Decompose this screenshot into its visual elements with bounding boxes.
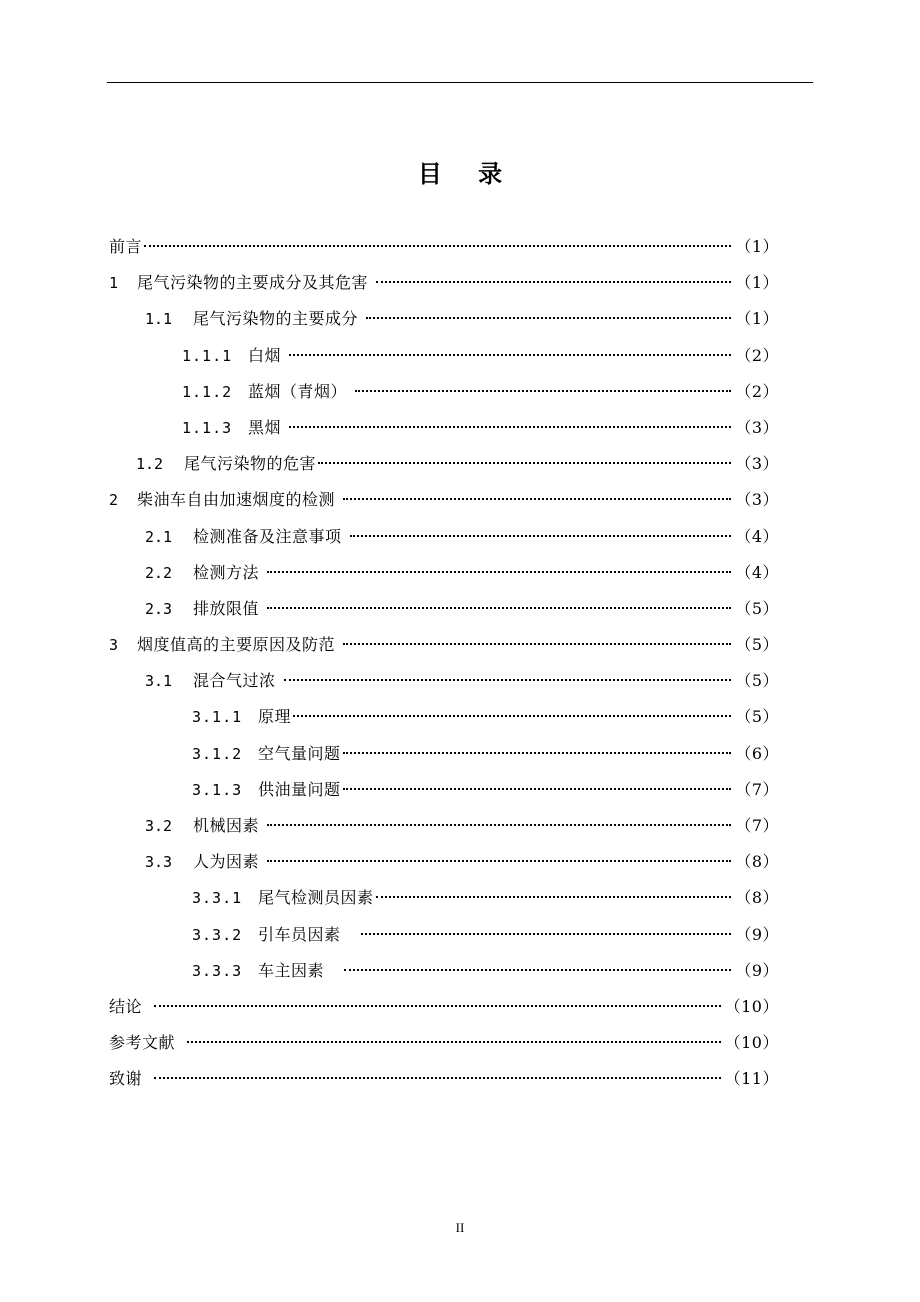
toc-entry-label: 引车员因素 [258,924,341,944]
toc-entry[interactable] [109,235,779,271]
dot-leader [343,643,731,645]
toc-entry[interactable] [109,525,779,561]
toc-entry-label: 原理 [258,707,292,727]
toc-entry-page: （5） [735,707,779,727]
toc-entry-label: 黑烟 [248,417,282,437]
toc-entry-page: （1） [735,273,779,293]
toc-entry[interactable] [109,561,779,597]
toc-entry-number: 3.1.2 [192,744,243,763]
page-title: 目 录 [417,160,517,188]
toc-entry-label: 尾气污染物的主要成分及其危害 [137,273,369,293]
toc-entry-page: （5） [735,598,779,618]
toc-entry-number: 1.1.3 [182,418,233,437]
toc-entry-label: 机械因素 [193,816,260,835]
dot-leader [355,390,731,392]
dot-leader [267,860,731,862]
toc-entry-page: （8） [735,852,779,872]
toc-entry[interactable] [109,995,779,1031]
toc-entry-page: （1） [735,309,779,329]
toc-entry[interactable] [109,344,779,380]
toc-entry-label: 致谢 [109,1069,143,1089]
toc-entry-number: 1.1 [145,310,173,329]
toc-entry-number: 1 [109,274,119,293]
toc-entry[interactable] [109,923,779,959]
dot-leader [361,933,732,935]
dot-leader [293,715,731,717]
toc-entry-number: 1.2 [136,455,164,474]
toc-entry-number: 3.1.1 [192,708,243,727]
toc-entry-label: 排放限值 [193,598,260,618]
dot-leader [267,824,731,826]
toc-entry-number: 2.2 [145,563,173,582]
toc-entry-page: （7） [735,816,779,835]
toc-entry-label: 参考文献 [109,1033,176,1053]
toc-entry-label: 柴油车自由加速烟度的检测 [137,490,336,510]
toc-entry-page: （6） [735,743,779,763]
toc-entry-number: 3.1 [145,672,173,691]
toc-entry[interactable] [109,307,779,343]
toc-entry[interactable] [109,742,779,778]
toc-entry-label: 前言 [109,237,143,256]
dot-leader [267,571,731,573]
toc-entry-page: （2） [735,345,779,365]
toc-entry-label: 尾气污染物的主要成分 [193,309,359,329]
dot-leader [343,752,732,754]
toc-entry-page: （8） [735,888,779,908]
toc-entry-label: 白烟 [248,345,282,365]
toc-entry[interactable] [109,271,779,307]
dot-leader [154,1005,721,1007]
toc-entry-page: （11） [724,1069,779,1089]
toc-entry-label: 空气量问题 [258,743,341,763]
toc-entry-number: 2 [109,491,119,510]
toc-entry-label: 烟度值高的主要原因及防范 [137,635,336,655]
toc-entry-page: （4） [735,526,779,546]
dot-leader [187,1041,721,1043]
toc-entry[interactable] [109,669,779,705]
dot-leader [154,1077,721,1079]
toc-entry[interactable] [109,886,779,922]
toc-entry-label: 车主因素 [258,960,325,980]
toc-entry-number: 3.3.1 [192,889,243,908]
toc-entry-page: （10） [724,996,779,1016]
toc-entry[interactable] [109,1067,779,1103]
toc-entry-number: 3.3.2 [192,925,243,944]
dot-leader [318,462,731,464]
dot-leader [144,245,731,247]
toc-entry-label: 结论 [109,996,143,1016]
toc-entry[interactable] [109,814,779,850]
toc-entry[interactable] [109,380,779,416]
toc-entry[interactable] [109,416,779,452]
toc-entry-page: （5） [735,671,779,691]
toc-entry[interactable] [109,633,779,669]
footer-page-number: II [455,1220,465,1235]
toc-entry-page: （9） [735,924,779,944]
toc-entry[interactable] [109,959,779,995]
dot-leader [289,426,731,428]
toc-entry-page: （4） [735,562,779,582]
header-rule [107,82,813,83]
toc-entry[interactable] [109,705,779,741]
toc-entry-page: （3） [735,454,779,474]
toc-entry-number: 3.1.3 [192,780,243,799]
toc-entry-page: （5） [735,635,779,655]
toc-entry-page: （3） [735,490,779,510]
dot-leader [343,788,732,790]
toc-entry-label: 检测方法 [193,562,260,582]
dot-leader [284,679,732,681]
toc-entry-page: （7） [735,779,779,799]
toc-entry-label: 人为因素 [193,852,260,872]
toc-entry-number: 3.2 [145,817,173,835]
dot-leader [376,896,732,898]
toc-entry-page: （10） [724,1033,779,1053]
table-of-contents [109,235,779,1104]
toc-entry-label: 供油量问题 [258,779,341,799]
toc-entry-number: 3 [109,636,119,655]
toc-entry-label: 混合气过浓 [193,671,276,691]
toc-entry-number: 3.3.3 [192,961,243,980]
dot-leader [366,317,731,319]
dot-leader [289,354,731,356]
toc-entry[interactable] [109,488,779,524]
toc-entry-number: 2.3 [145,599,173,618]
toc-entry[interactable] [109,850,779,886]
dot-leader [350,535,732,537]
toc-entry-page: （9） [735,960,779,980]
toc-entry-number: 2.1 [145,527,173,546]
dot-leader [267,607,731,609]
toc-entry[interactable] [109,597,779,633]
toc-entry-label: 尾气污染物的危害 [184,454,317,474]
toc-entry-number: 1.1.1 [182,346,233,365]
dot-leader [343,498,731,500]
toc-entry-number: 1.1.2 [182,382,233,401]
toc-entry-label: 尾气检测员因素 [258,888,374,908]
toc-entry-page: （1） [735,237,779,256]
toc-entry-label: 检测准备及注意事项 [193,526,342,546]
toc-entry[interactable] [109,1031,779,1067]
toc-entry-page: （3） [735,417,779,437]
dot-leader [344,969,731,971]
toc-entry-number: 3.3 [145,853,173,872]
toc-entry-label: 蓝烟（青烟） [248,381,348,401]
toc-entry[interactable] [109,778,779,814]
toc-entry[interactable] [109,452,779,488]
dot-leader [376,281,731,283]
toc-entry-page: （2） [735,381,779,401]
